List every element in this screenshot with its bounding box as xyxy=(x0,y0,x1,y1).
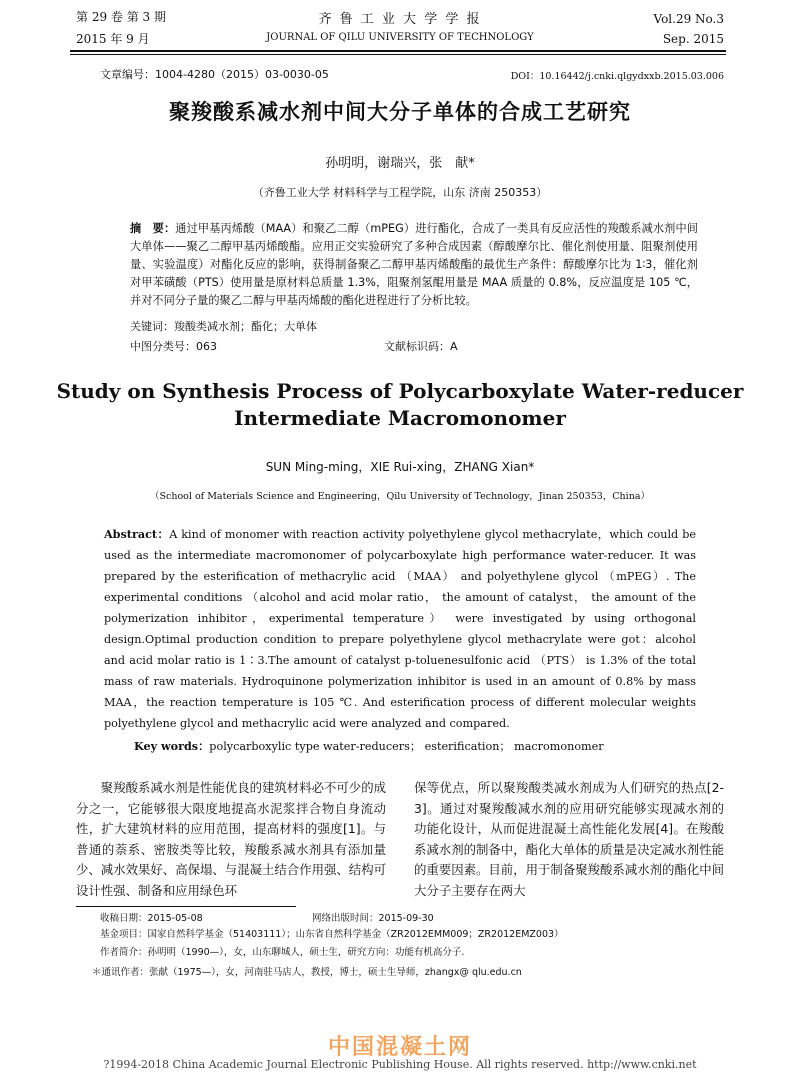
title-en xyxy=(0,378,800,432)
corresponding-author: ＊通讯作者：张献（1975—），女，河南驻马店人，教授，博士，硕士生导师，zhangx@ qlu.edu.cn xyxy=(92,967,522,978)
keywords-en xyxy=(134,736,694,757)
title-cn: 聚羧酸系减水剂中间大分子单体的合成工艺研究 xyxy=(169,100,631,124)
title-en-line1: Study on Synthesis Process of Polycarboxylate Water-reducer xyxy=(56,379,744,403)
body-column-right: 保等优点，所以聚羧酸类减水剂成为人们研究的热点[2-3]。通过对聚羧酸减水剂的应用研究能够实现减水剂的功能化设计，从而促进混凝土高性能化发展[4]。在羧酸系减水剂的制备中，酯化大单体的质量是决定减水剂性能的重要因素。目前，用于制备聚羧酸系减水剂的酯化中间大分子主要存在两大 xyxy=(414,780,724,898)
document-code: 文献标识码：A xyxy=(384,340,458,353)
doi: DOI：10.16442/j.cnki.qlgydxxb.2015.03.006 xyxy=(510,71,724,82)
header-rule-thin xyxy=(70,54,726,55)
abstract-en-text: A kind of monomer with reaction activity polyethylene glycol methacrylate，which could be used as the intermediate macromonomer of polycarboxylate high performance water-reducer. It was prepared by the esterification of methacrylic acid （MAA） and polyethylene glycol （mPEG）. The experimental conditions （alcohol and acid molar ratio， the amount of catalyst， the amount of the polymerization inhibitor，experimental temperature） were investigated by using orthogonal design.Optimal production condition to prepare polyethylene glycol methacrylate were got：alcohol and acid molar ratio is 1∶3.The amount of catalyst p-toluenesulfonic acid （PTS） is 1.3% of the total mass of raw materials. Hydroquinone polymerization inhibitor is used in an amount of 0.8% by mass MAA，the reaction temperature is 105 ℃. And esterification process of different molecular weights polyethylene glycol and methacrylic acid were analyzed and compared. xyxy=(104,528,696,730)
header-rule xyxy=(70,50,726,52)
affiliation-cn: （齐鲁工业大学 材料科学与工程学院，山东 济南 250353） xyxy=(252,186,548,199)
affiliation-en: （School of Materials Science and Engineering，Qilu University of Technology，Jinan 250353，China） xyxy=(150,491,650,502)
watermark-text: 中国混凝土网 xyxy=(327,1035,472,1060)
keywords-cn: 关键词：羧酸类减水剂；酯化；大单体 xyxy=(130,320,317,333)
abstract-cn xyxy=(130,220,698,310)
footnote-rule xyxy=(76,906,296,907)
abstract-en xyxy=(104,524,696,734)
keywords-en-label: Key words： xyxy=(134,739,210,753)
copyright-line: ?1994-2018 China Academic Journal Electronic Publishing House. All rights reserved. http://www.cnki.net xyxy=(103,1058,697,1071)
abstract-en-label: Abstract： xyxy=(104,527,170,541)
volume-issue-cn: 第 29 卷 第 3 期 xyxy=(76,10,166,24)
authors-cn: 孙明明，谢瑞兴，张 献* xyxy=(325,156,475,171)
date-en: Sep. 2015 xyxy=(662,32,724,46)
date-cn: 2015 年 9 月 xyxy=(76,32,150,46)
body-column-left: 聚羧酸系减水剂是性能优良的建筑材料必不可少的成分之一，它能够很大限度地提高水泥浆拌合物自身流动性，扩大建筑材料的应用范围，提高材料的强度[1]。与普通的萘系、密胺类等比较，羧酸系减水剂具有添加量少、减水效果好、高保塌、与混凝土结合作用强、结构可设计性强、制备和应用绿色环 xyxy=(76,780,386,898)
article-number: 文章编号：1004-4280（2015）03-0030-05 xyxy=(100,68,329,81)
journal-name-en: JOURNAL OF QILU UNIVERSITY OF TECHNOLOGY xyxy=(266,32,534,43)
author-bio: 作者简介：孙明明（1990—），女，山东聊城人，硕士生，研究方向：功能有机高分子. xyxy=(100,947,465,958)
clc-number: 中图分类号：063 xyxy=(130,340,217,353)
volume-issue-en: Vol.29 No.3 xyxy=(653,12,724,26)
title-en-line2: Intermediate Macromonomer xyxy=(234,406,566,430)
abstract-cn-text: 通过甲基丙烯酸（MAA）和聚乙二醇（mPEG）进行酯化，合成了一类具有反应活性的羧酸系减水剂中间大单体——聚乙二醇甲基丙烯酸酯。应用正交实验研究了多种合成因素（醇酸摩尔比、催化剂使用量、阻聚剂使用量、实验温度）对酯化反应的影响，获得制备聚乙二醇甲基丙烯酸酯的最优生产条件：醇酸摩尔比为 1∶3，催化剂对甲苯磺酸（PTS）使用量是原材料总质量 1.3%，阻聚剂氢醌用量是 MAA 质量的 0.8%，反应温度是 105 ℃，并对不同分子量的聚乙二醇与甲基丙烯酸的酯化进程进行了分析比较。 xyxy=(130,222,698,307)
online-date: 网络出版时间：2015-09-30 xyxy=(312,913,434,924)
abstract-cn-label: 摘 要： xyxy=(130,222,176,235)
authors-en: SUN Ming-ming，XIE Rui-xing，ZHANG Xian* xyxy=(265,460,535,474)
fund-info: 基金项目：国家自然科学基金（51403111）；山东省自然科学基金（ZR2012EMM009；ZR2012EMZ003） xyxy=(100,929,564,940)
keywords-en-text: polycarboxylic type water-reducers； esterification； macromonomer xyxy=(209,740,604,753)
received-date: 收稿日期：2015-05-08 xyxy=(100,913,203,924)
journal-name-cn: 齐 鲁 工 业 大 学 学 报 xyxy=(318,12,482,27)
